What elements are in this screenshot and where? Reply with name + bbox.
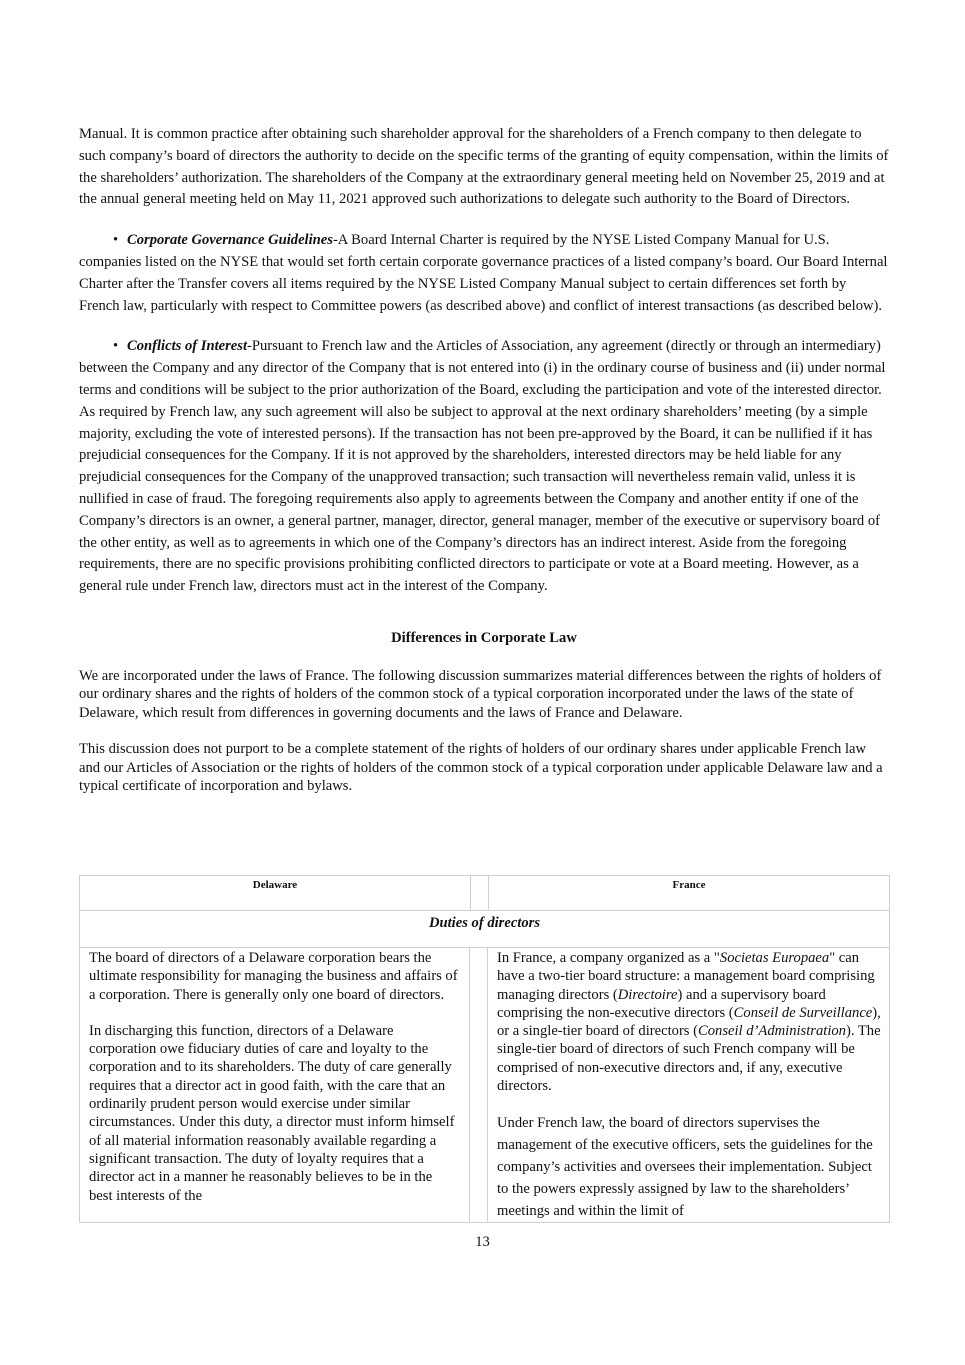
france-cell [488, 948, 889, 1222]
france-text: ) and a supervisory board comprising the non-executive directors ( [497, 986, 826, 1021]
delaware-paragraph-1: The board of directors of a Delaware corporation bears the ultimate responsibility for managing the business and affairs of a corporation. There is generally only one board of directors. [89, 950, 458, 1003]
france-text: ). The single-tier board of directors of such French company will be comprised of non-executive directors and, if any, executive directors. [497, 1023, 881, 1095]
bullet-marker: • [113, 232, 119, 249]
bullet-lead-conflicts-of-interest: Conflicts of Interest [127, 338, 247, 355]
france-text: " can have a two-tier board structure: a management board comprising managing directors ( [497, 950, 875, 1003]
france-text: ), or a single-tier board of directors ( [497, 1004, 881, 1040]
table-section-title: Duties of directors [80, 911, 889, 948]
bullet-conflicts-of-interest [79, 336, 889, 598]
france-term-directoire: Directoire [617, 986, 678, 1003]
france-term-conseil-de-surveillance: Conseil de Surveillance [733, 1004, 873, 1021]
section-paragraph-1: We are incorporated under the laws of France. The following discussion summarizes material differences between the rights of holders of our ordinary shares and the rights of holders of the common stock of a typical corporation incorporated under the laws of the state of Delaware, which result from differences in governing documents and the laws of France and Delaware. [79, 667, 882, 721]
column-header-delaware: Delaware [80, 876, 471, 910]
section-heading: Differences in Corporate Law [391, 629, 577, 646]
bullet-corporate-governance [79, 230, 889, 317]
france-term-societas-europaea: Societas Europaea [719, 950, 830, 966]
intro-paragraph: Manual. It is common practice after obtaining such shareholder approval for the shareholders of a French company to then delegate to such company’s board of directors the authority to decide on the specific terms of the granting of equity compensation, within the limits of the shareholders’ authorization. The shareholders of the Company at the extraordinary general meeting held on November 25, 2019 and at the annual general meeting held on May 11, 2021 approved such authorizations to delegate such authority to the Board of Directors. [79, 126, 889, 208]
document-body [79, 124, 889, 795]
bullet-lead-corporate-governance: Corporate Governance Guidelines [127, 232, 333, 249]
france-term-conseil-administration: Conseil d’Administration [698, 1023, 846, 1040]
comparison-table [79, 875, 890, 1223]
bullet-text-conflicts-of-interest: -Pursuant to French law and the Articles of Association, any agreement (directly or through an intermediary) between the Company and any director of the Company that is not entered into (i) in the ordinary course of business and (ii) under normal terms and conditions will be subject to the prior authorization of the Board, excluding the participation and vote of the interested director. As required by French law, any such agreement will also be subject to approval at the next ordinary shareholders’ meeting (by a simple majority, excluding the vote of interested persons). If the transaction has not been pre-approved by the Board, it can be nullified if it has prejudicial consequences for the Company. If it is not approved by the shareholders, interested directors may be held liable for any prejudicial consequences for the Company of the unapproved transaction; such transaction will nevertheless remain valid, unless it is nullified in case of fraud. The foregoing requirements also apply to agreements between the Company and another entity if one of the Company’s directors is an owner, a general partner, manager, director, general manager, member of the executive or supervisory board of the other entity, as well as to agreements in which one of the Company’s directors has an indirect interest. Aside from the foregoing requirements, there are no specific provisions prohibiting conflicted directors to participate or vote at a Board meeting. However, as a general rule under French law, directors must act in the interest of the Company. [79, 338, 886, 595]
table-header-row [80, 876, 889, 911]
bullet-marker: • [113, 338, 119, 355]
column-spacer [471, 876, 489, 910]
delaware-cell [80, 948, 470, 1222]
column-header-france: France [672, 879, 706, 891]
page-number: 13 [475, 1234, 490, 1250]
france-paragraph-1 [497, 949, 881, 1095]
france-paragraph-2: Under French law, the board of directors supervises the management of the executive officers, sets the guidelines for the company’s activities and oversees their implementation. Subject to the powers expressly assigned by law to the shareholders’ meetings and within the limit of [497, 1115, 873, 1219]
table-row [80, 948, 889, 1222]
france-text: In France, a company organized as a " [497, 950, 720, 966]
column-spacer [470, 948, 488, 1222]
section-paragraph-2: This discussion does not purport to be a complete statement of the rights of holders of our ordinary shares under applicable French law and our Articles of Association or the rights of holders of the common stock of a typical corporation under applicable Delaware law and a typical certificate of incorporation and bylaws. [79, 741, 883, 794]
bullet-text-corporate-governance: -A Board Internal Charter is required by the NYSE Listed Company Manual for U.S. companies listed on the NYSE that would set forth certain corporate governance practices of a listed company’s board. Our Board Internal Charter after the Transfer covers all items required by the NYSE Listed Company Manual subject to certain differences set forth by French law, particularly with respect to Committee powers (as described above) and conflict of interest transactions (as described below). [79, 232, 888, 314]
delaware-paragraph-2: In discharging this function, directors of a Delaware corporation owe fiduciary duties of care and loyalty to the corporation and to its shareholders. The duty of care generally requires that a director act in good faith, with the care that an ordinarily prudent person would exercise under similar circumstances. Under this duty, a director must inform himself of all material information reasonably available regarding a significant transaction. The duty of loyalty requires that a director act in a manner he reasonably believes to be in the best interests of the [89, 1022, 455, 1204]
